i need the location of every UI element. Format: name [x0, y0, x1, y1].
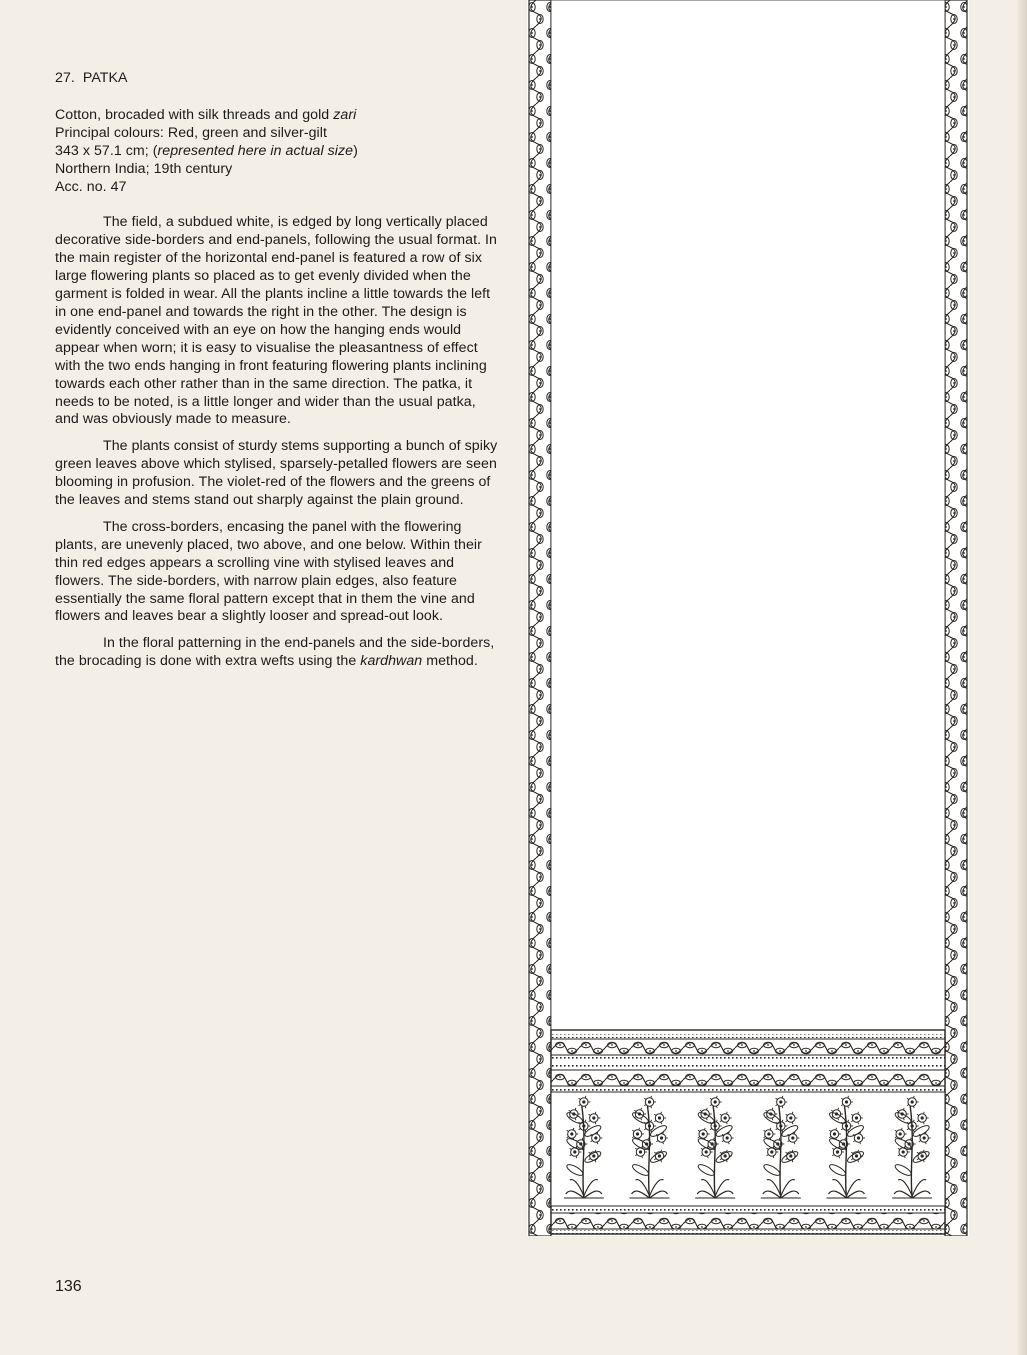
paragraph-4-text: In the floral patterning in the end-panels and the side-borders, the brocading is done with extra wefts using the [55, 635, 495, 670]
cross-border-top-2-dots-b [551, 1087, 945, 1091]
accession-line: Acc. no. 47 [55, 178, 127, 195]
entry-number: 27. [55, 70, 75, 86]
paragraph-4 [55, 635, 500, 671]
size-note: represented here in actual size [157, 142, 354, 159]
patka-illustration [527, 0, 969, 1236]
plain-field [551, 0, 945, 1030]
material-line [55, 107, 500, 125]
cross-border-top-1-dots [551, 1034, 945, 1038]
material-text: Cotton, brocaded with silk threads and gold [55, 106, 334, 123]
left-side-border [529, 0, 551, 1236]
cross-border-top-1 [551, 1039, 945, 1055]
paragraph-3: The cross-borders, encasing the panel with the flowering plants, are unevenly placed, two above, and one below. Within their thin red edges appears a scrolling vine with stylised leaves and flowers. The side-borders, with narrow plain edges, also feature essentially the same floral pattern except that in them the vine and flowers and leaves bear a slightly looser and spread-out look. [55, 518, 482, 625]
paragraph-2: The plants consist of sturdy stems supporting a bunch of spiky green leaves above which stylised, sparsely-petalled flowers are seen blooming in profusion. The violet-red of the flowers and the greens of the leaves and stems stand out sharply against the plain ground. [55, 438, 498, 509]
size-suffix: ) [353, 142, 358, 159]
paragraph-4-term: kardhwan [360, 653, 423, 670]
colours-line: Principal colours: Red, green and silver-gilt [55, 124, 327, 141]
page-number: 136 [55, 1278, 82, 1295]
size-text: 343 x 57.1 cm; ( [55, 142, 158, 159]
text-column [55, 70, 500, 680]
cross-border-bottom-dots-b [551, 1230, 945, 1234]
cross-border-bottom-dots [551, 1208, 945, 1212]
entry-title: PATKA [82, 70, 128, 86]
cross-border-top-2 [551, 1070, 945, 1086]
cross-border-bottom [551, 1213, 945, 1229]
material-term: zari [333, 106, 357, 123]
paragraph-1: The field, a subdued white, is edged by long vertically placed decorative side-borders and end-panels, following the usual format. In the main register of the horizontal end-panel is featured a row of six large flowering plants so placed as to get evenly divided when the garment is folded in wear. All the plants incline a little towards the left in one end-panel and towards the right in the other. The design is evidently conceived with an eye on how the hanging ends would appear when worn; it is easy to visualise the pleasantness of effect with the two ends hanging in front featuring flowering plants inclining towards each other rather than in the same direction. The patka, it needs to be noted, is a little longer and wider than the usual patka, and was obviously made to measure. [55, 214, 497, 428]
entry-heading [55, 70, 500, 88]
cross-border-top-1-dots-b [551, 1056, 945, 1060]
plant-register [551, 1092, 945, 1206]
page-edge-shadow [1017, 0, 1027, 1355]
patka-drawing [527, 0, 969, 1236]
catalogue-metadata [55, 107, 500, 197]
paragraph-4-suffix: method. [422, 653, 478, 670]
right-side-border [945, 0, 967, 1236]
cross-border-top-2-dots [551, 1065, 945, 1069]
size-line [55, 143, 500, 161]
origin-line: Northern India; 19th century [55, 160, 233, 177]
